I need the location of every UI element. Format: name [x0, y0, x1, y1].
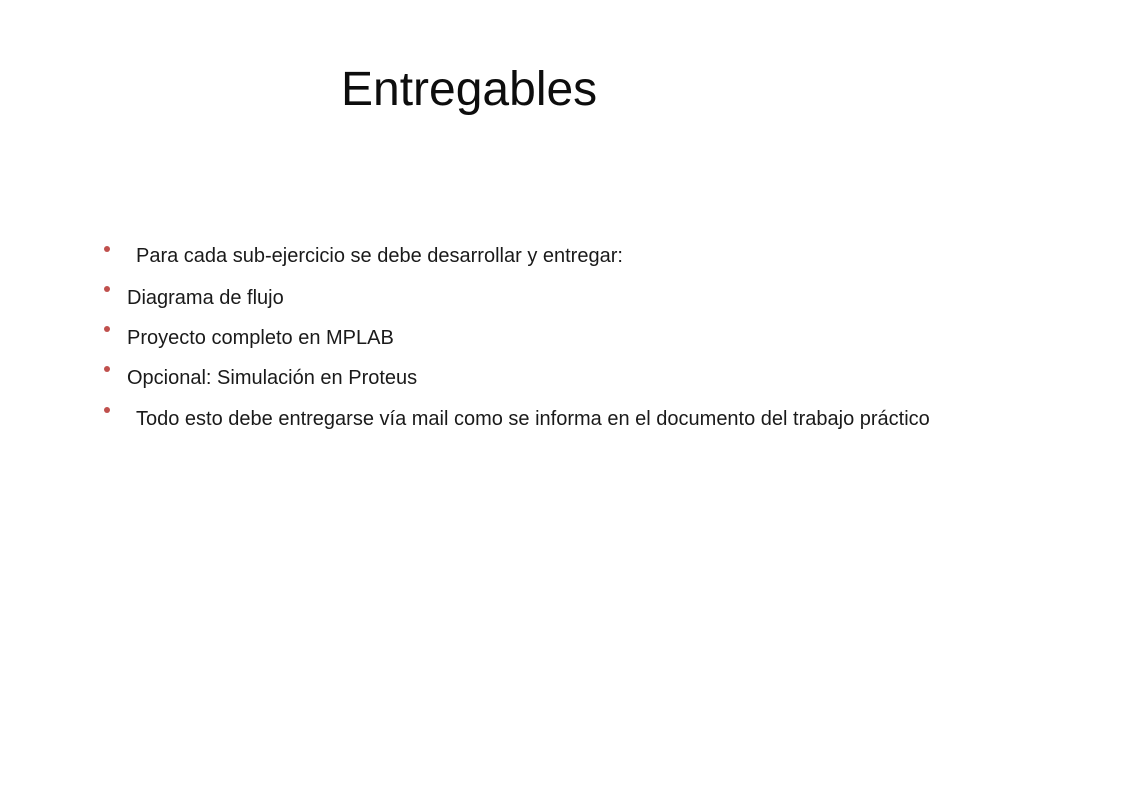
- slide-title: Entregables: [341, 63, 598, 116]
- bullet-text: Opcional: Simulación en Proteus: [127, 367, 418, 389]
- bullet-text: Para cada sub-ejercicio se debe desarrollar y entregar:: [136, 245, 623, 267]
- bullet-dot-icon: [104, 326, 110, 332]
- bullet-dot-icon: [104, 286, 110, 292]
- bullet-text: Proyecto completo en MPLAB: [127, 327, 394, 349]
- bullet-dot-icon: [104, 407, 110, 413]
- bullet-dot-icon: [104, 366, 110, 372]
- bullet-dot-icon: [104, 246, 110, 252]
- bullet-text: Diagrama de flujo: [127, 287, 284, 309]
- bullet-text: Todo esto debe entregarse vía mail como se informa en el documento del trabajo práctico: [136, 408, 930, 430]
